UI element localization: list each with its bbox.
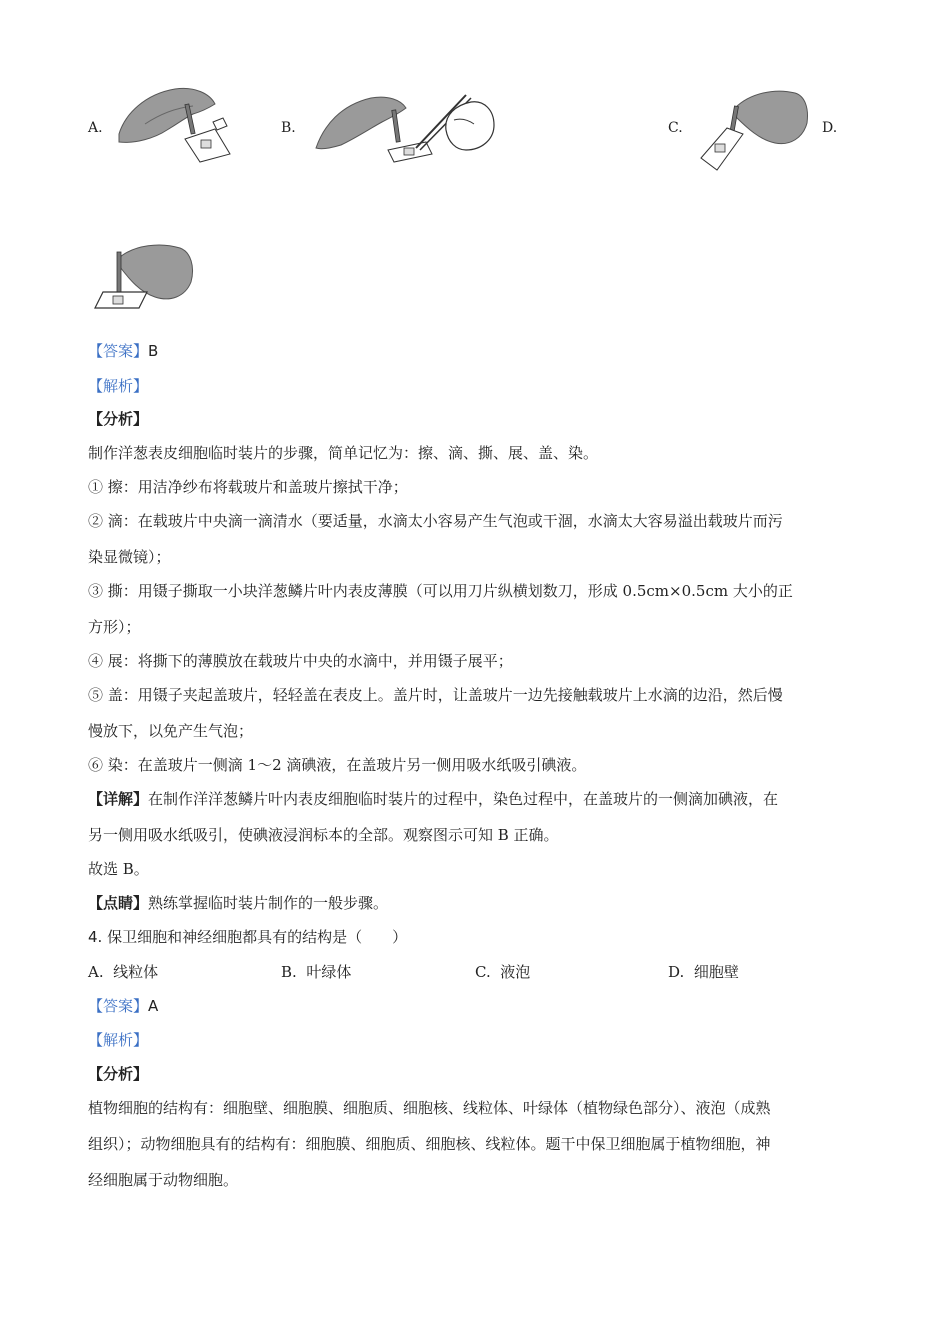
q4-answer-line [88,995,158,1016]
detail-line-b: 另一侧用吸水纸吸引，使碘液浸润标本的全部。观察图示可知 B 正确。 [88,826,559,844]
step-5-b: 慢放下，以免产生气泡； [88,722,254,740]
option-letter: B. [281,963,297,981]
option-text: 液泡 [500,963,531,981]
fenxi-tag: 【分析】 [88,410,149,428]
answer-value: B [148,342,159,360]
step-5-a: ⑤ 盖：用镊子夹起盖玻片，轻轻盖在表皮上。盖片时，让盖玻片一边先接触载玻片上水滴的边沿，然后慢 [88,686,783,704]
q4-number: 4. [88,928,103,946]
option-letter: D. [668,963,685,981]
tip-text: 熟练掌握临时装片制作的一般步骤。 [148,894,389,912]
tip-line [88,892,388,913]
q3-answer-line [88,340,158,361]
step-4: ④ 展：将撕下的薄膜放在载玻片中央的水滴中，并用镊子展平； [88,652,513,670]
option-a-letter: A. [88,120,103,136]
choose-line: 故选 B。 [88,860,149,878]
step-2-b: 染显微镜）； [88,548,171,566]
q4-line-1: 植物细胞的结构有：细胞壁、细胞膜、细胞质、细胞核、线粒体、叶绿体（植物绿色部分）、液泡（成熟 [88,1099,771,1117]
step-6: ⑥ 染：在盖玻片一侧滴 1～2 滴碘液，在盖玻片另一侧用吸水纸吸引碘液。 [88,756,587,774]
option-d-hand-image [95,242,195,312]
q4-stem-line [88,926,407,947]
q4-line-2: 组织）；动物细胞具有的结构有：细胞膜、细胞质、细胞核、线粒体。题干中保卫细胞属于植物细胞，神 [88,1135,771,1153]
q4-stem: 保卫细胞和神经细胞都具有的结构是（ ） [107,928,408,946]
option-b-letter: B. [281,120,296,136]
option-text: 细胞壁 [693,963,739,981]
tip-tag: 【点睛】 [88,894,149,912]
q4-option-b [281,961,351,982]
analysis-tag: 【解析】 [88,1031,149,1049]
option-d-letter: D. [822,120,838,136]
option-letter: C. [475,963,491,981]
option-a-hand-image [115,84,235,164]
q3-intro: 制作洋葱表皮细胞临时装片的步骤，简单记忆为：擦、滴、撕、展、盖、染。 [88,444,599,462]
step-3-a: ③ 撕：用镊子撕取一小块洋葱鳞片叶内表皮薄膜（可以用刀片纵横划数刀，形成 0.5cm×0.5cm 大小的正 [88,582,793,600]
option-c-letter: C. [668,120,683,136]
answer-tag: 【答案】 [88,997,149,1015]
q4-line-3: 经细胞属于动物细胞。 [88,1171,239,1189]
answer-tag: 【答案】 [88,342,149,360]
option-b-hands-image [316,90,496,165]
q4-option-d [668,961,739,982]
q4-option-c [475,961,530,982]
fenxi-tag: 【分析】 [88,1065,149,1083]
option-c-hand-image [695,88,810,178]
step-3-b: 方形）； [88,618,141,636]
analysis-tag: 【解析】 [88,377,149,395]
option-text: 叶绿体 [306,963,352,981]
option-letter: A. [88,963,104,981]
detail-tag: 【详解】 [88,790,149,808]
q4-option-a [88,961,158,982]
detail-line-a [88,788,778,809]
step-1: ① 擦：用洁净纱布将载玻片和盖玻片擦拭干净； [88,478,408,496]
detail-text-a: 在制作洋洋葱鳞片叶内表皮细胞临时装片的过程中，染色过程中，在盖玻片的一侧滴加碘液，在 [148,790,779,808]
step-2-a: ② 滴：在载玻片中央滴一滴清水（要适量，水滴太小容易产生气泡或干涸，水滴太大容易溢出载玻片而污 [88,512,783,530]
answer-value: A [148,997,159,1015]
option-text: 线粒体 [113,963,159,981]
